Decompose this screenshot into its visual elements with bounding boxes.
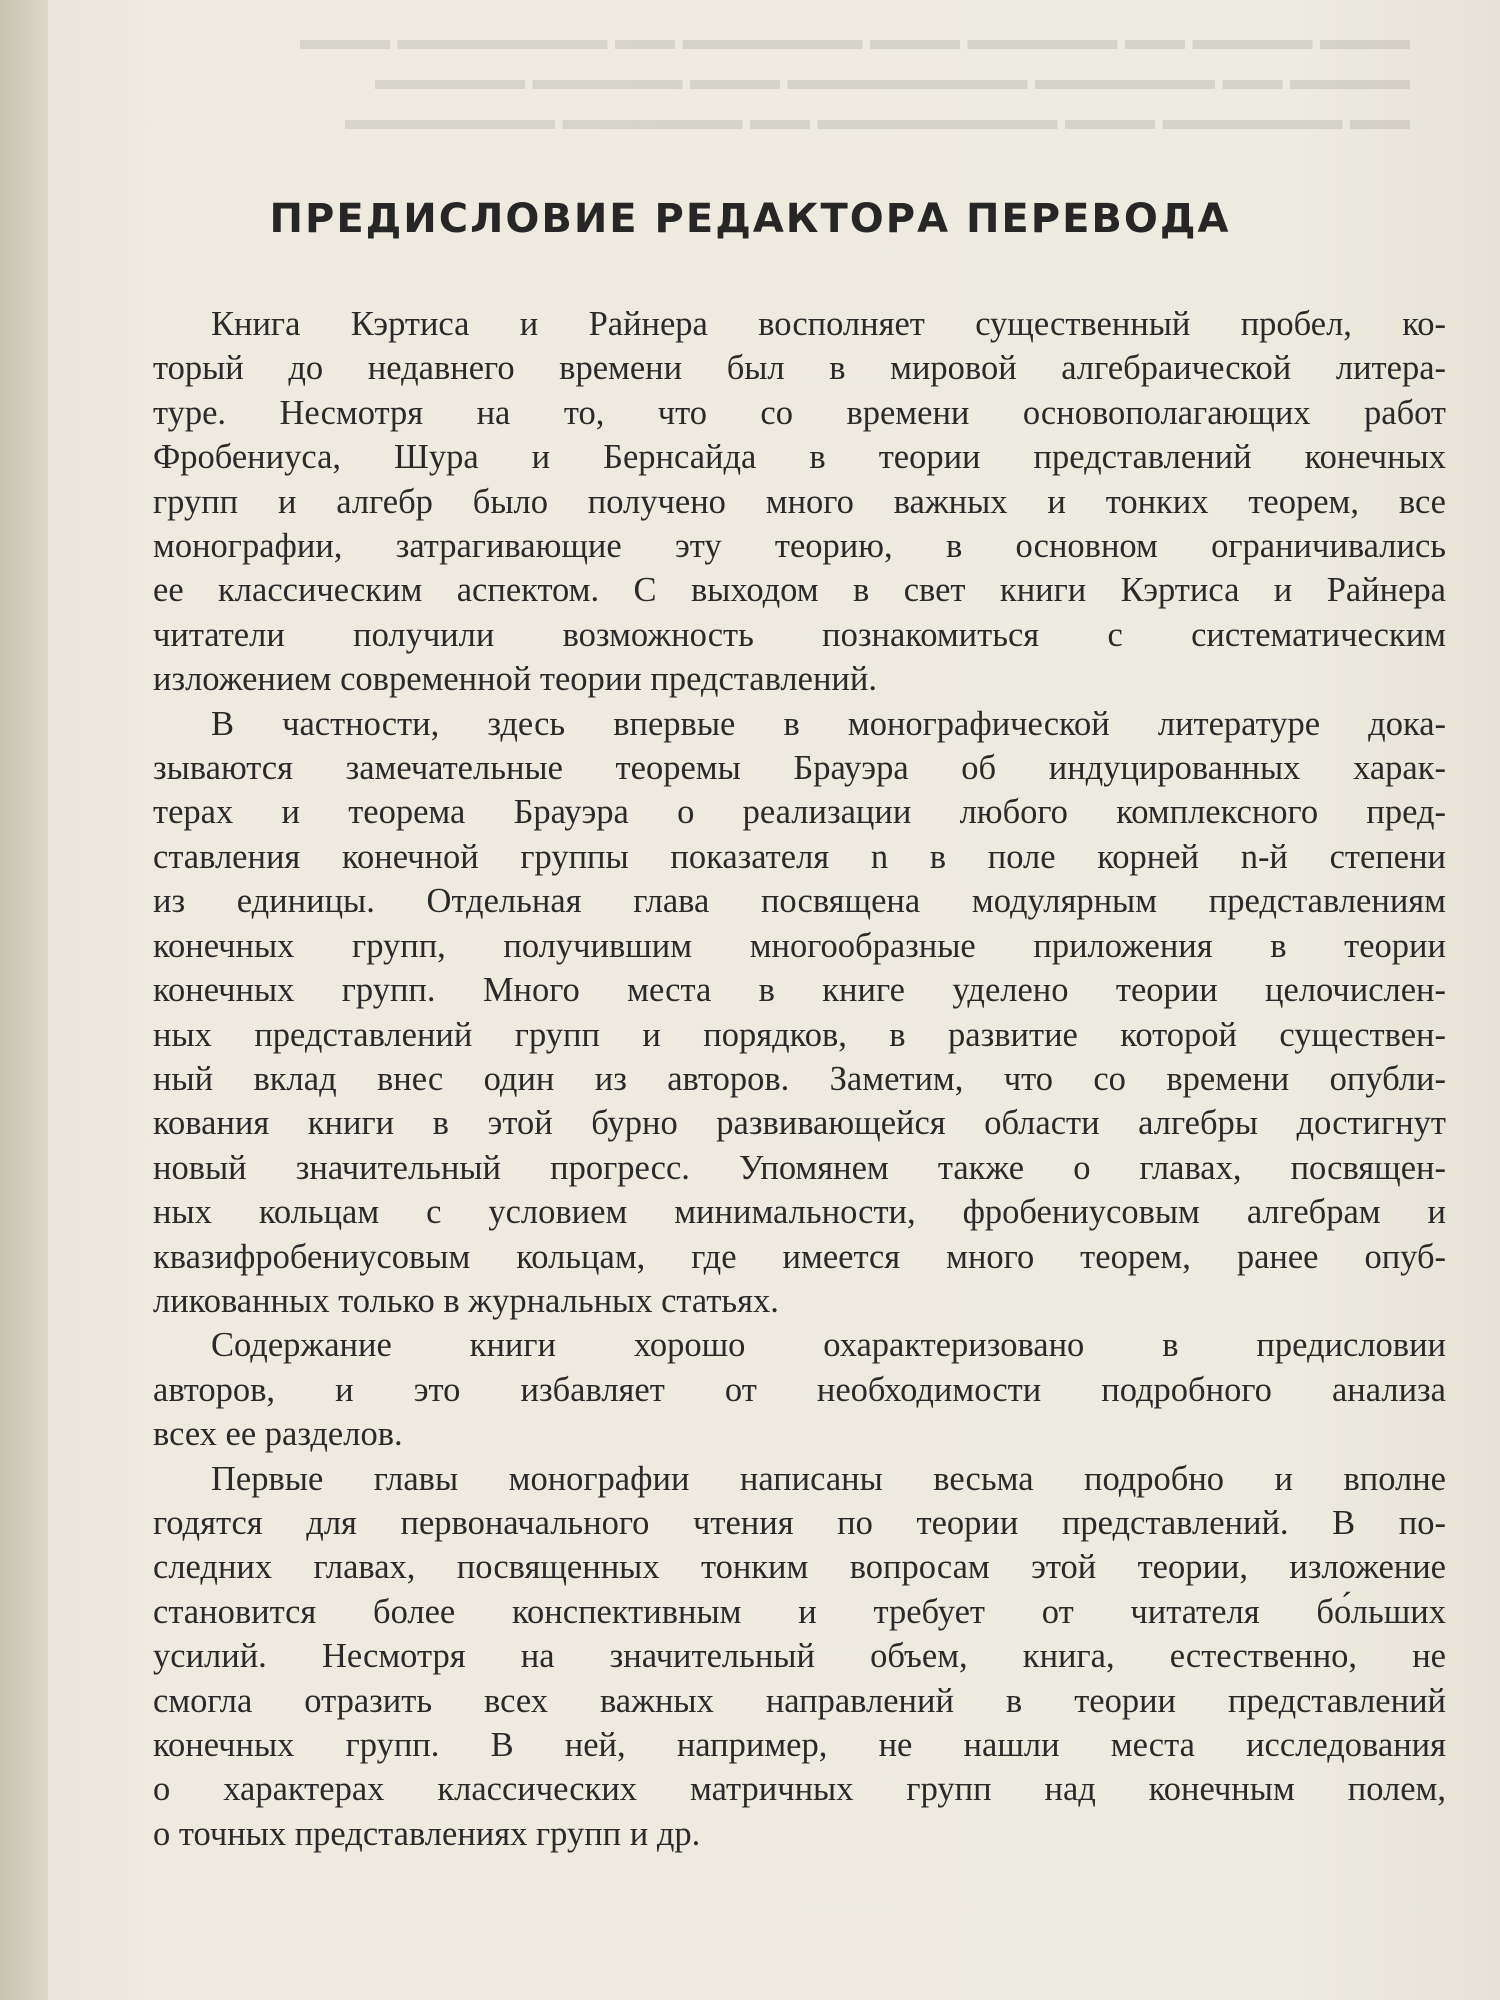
text-line: о точных представлениях групп и др.	[153, 1814, 701, 1853]
text-line: конечных групп. Много места в книге уделено теории целочислен-	[153, 971, 1446, 1010]
text-line: групп и алгебр было получено много важных и тонких теорем, все	[153, 482, 1446, 521]
page-gutter-shadow	[0, 0, 48, 2000]
paragraph-3	[153, 1323, 1446, 1456]
text-line: квазифробениусовым кольцам, где имеется много теорем, ранее опуб-	[153, 1237, 1446, 1276]
body-text	[153, 302, 1446, 1856]
text-line: ный вклад внес один из авторов. Заметим, что со времени опубли-	[153, 1059, 1446, 1098]
paragraph-1	[153, 302, 1446, 702]
page-title: ПРЕДИСЛОВИЕ РЕДАКТОРА ПЕРЕВОДА	[269, 196, 1231, 242]
text-line: годятся для первоначального чтения по теории представлений. В по-	[153, 1503, 1446, 1542]
paragraph-4	[153, 1457, 1446, 1857]
text-line: ее классическим аспектом. С выходом в свет книги Кэртиса и Райнера	[153, 571, 1446, 610]
text-line: Содержание книги хорошо охарактеризовано в предисловии	[211, 1326, 1446, 1365]
text-line: изложением современной теории представлений.	[153, 660, 877, 699]
text-line: Фробениуса, Шура и Бернсайда в теории представлений конечных	[153, 438, 1446, 477]
text-line: всех ее разделов.	[153, 1415, 403, 1454]
text-line: конечных групп. В ней, например, не нашли места исследования	[153, 1726, 1446, 1764]
text-line: усилий. Несмотря на значительный объем, книга, естественно, не	[153, 1637, 1446, 1676]
text-line: конечных групп, получившим многообразные приложения в теории	[153, 926, 1446, 965]
text-line: Книга Кэртиса и Райнера восполняет существенный пробел, ко-	[211, 305, 1446, 343]
text-line: ставления конечной группы показателя n в поле корней n-й степени	[153, 837, 1446, 876]
text-line: торый до недавнего времени был в мировой алгебраической литера-	[153, 349, 1446, 388]
text-line: монографии, затрагивающие эту теорию, в основном ограничивались	[153, 527, 1446, 566]
text-line: авторов, и это избавляет от необходимости подробного анализа	[153, 1370, 1446, 1409]
text-line: терах и теорема Брауэра о реализации любого комплексного пред-	[153, 793, 1446, 832]
text-line: читатели получили возможность познакомиться с систематическим	[153, 615, 1446, 654]
paragraph-2	[153, 702, 1446, 1324]
text-line: следних главах, посвященных тонким вопросам этой теории, изложение	[153, 1548, 1446, 1587]
text-line: ных кольцам с условием минимальности, фробениусовым алгебрам и	[153, 1193, 1446, 1232]
text-line: ликованных только в журнальных статьях.	[153, 1281, 779, 1320]
text-line: ных представлений групп и порядков, в развитие которой существен-	[153, 1015, 1446, 1054]
text-line: из единицы. Отдельная глава посвящена модулярным представлениям	[153, 882, 1446, 921]
text-line: Первые главы монографии написаны весьма подробно и вполне	[211, 1459, 1446, 1498]
text-line: становится более конспективным и требует от читателя бо́льших	[153, 1592, 1446, 1631]
text-line: В частности, здесь впервые в монографической литературе дока-	[211, 704, 1446, 743]
text-line: зываются замечательные теоремы Брауэра об индуцированных харак-	[153, 749, 1446, 788]
text-line: новый значительный прогресс. Упомянем также о главах, посвящен-	[153, 1148, 1446, 1187]
show-through-texture: ▬▬▬ ▬▬▬▬ ▬▬ ▬▬▬▬▬ ▬▬▬ ▬▬▬▬▬▬ ▬▬ ▬▬▬▬▬▬▬ ▬▬▬ ▬▬▬▬ ▬▬ ▬▬▬▬▬▬ ▬▬▬▬▬▬▬▬ ▬▬▬ ▬▬▬▬▬ ▬▬▬▬▬ ▬▬ ▬▬▬▬▬▬ ▬▬▬ ▬▬▬▬▬▬▬▬ ▬▬ ▬▬▬▬▬▬ ▬▬▬▬▬▬▬	[300, 23, 1410, 136]
text-line: кования книги в этой бурно развивающейся области алгебры достигнут	[153, 1104, 1446, 1143]
text-line: смогла отразить всех важных направлений в теории представлений	[153, 1681, 1446, 1720]
text-line: туре. Несмотря на то, что со времени основополагающих работ	[153, 393, 1446, 432]
text-line: о характерах классических матричных групп над конечным полем,	[153, 1770, 1446, 1809]
